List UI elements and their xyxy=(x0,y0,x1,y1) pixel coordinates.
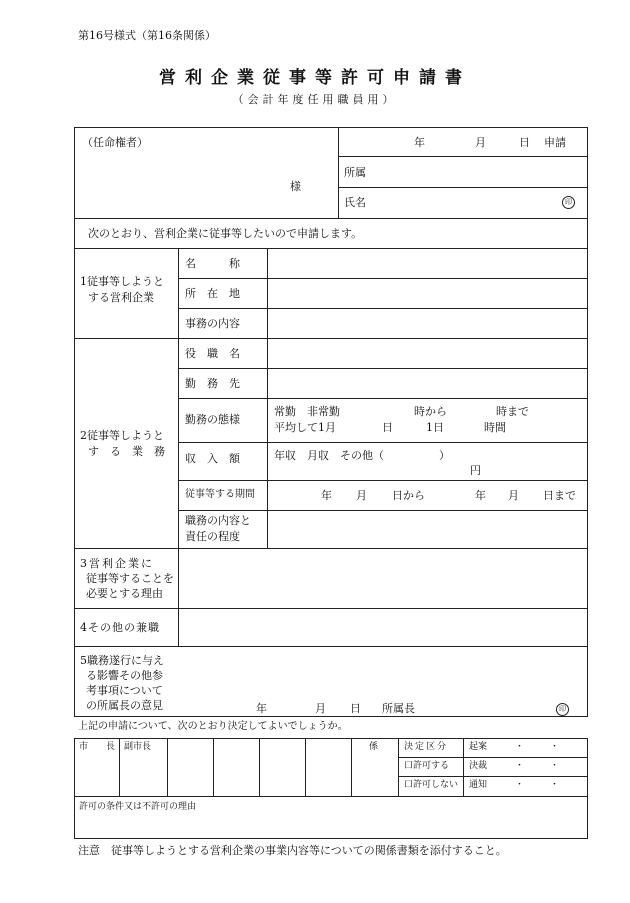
period-end-month: 月 xyxy=(508,489,519,502)
work-form-monthly: 平均して1月 xyxy=(274,421,336,434)
income-field[interactable] xyxy=(269,444,585,478)
section1-label-line2: する営利企業 xyxy=(88,291,154,304)
decision-prompt: 上記の申請について、次のとおり決定してよいでしょうか。 xyxy=(78,721,348,732)
company-name-field[interactable] xyxy=(269,250,585,276)
section5-label-line4: の所属長の意見 xyxy=(86,699,163,712)
section2-label-line1: 2従事等しようと xyxy=(80,429,164,442)
opinion-month: 月 xyxy=(315,702,326,715)
period-end-year: 年 xyxy=(475,489,486,502)
draft-dot2: ・ xyxy=(550,742,560,752)
work-form-perday: 1日 xyxy=(426,421,444,434)
work-form-hours: 時間 xyxy=(484,421,506,434)
position-label: 役 職 名 xyxy=(185,347,240,360)
income-label: 収 入 額 xyxy=(185,452,240,465)
other-job-label: 4その他の兼職 xyxy=(80,621,160,634)
mayor-label: 市 長 xyxy=(79,742,116,752)
workplace-field[interactable] xyxy=(269,370,585,396)
conditions-label: 許可の条件又は不許可の理由 xyxy=(79,802,197,812)
approval-label: 決裁 xyxy=(469,761,488,771)
name-field[interactable] xyxy=(370,189,556,217)
affiliation-label: 所属 xyxy=(344,166,366,179)
not-permit-option[interactable]: 口許可しない xyxy=(404,780,459,790)
period-start-month: 月 xyxy=(356,489,367,502)
mayor-stamp-box[interactable] xyxy=(76,756,118,795)
work-form-days: 日 xyxy=(382,421,393,434)
section3-label-line3: 必要とする理由 xyxy=(86,587,163,600)
period-label: 従事等する期間 xyxy=(185,489,255,500)
conditions-field[interactable] xyxy=(76,814,586,837)
business-content-label: 事務の内容 xyxy=(185,317,240,330)
approval-dot1: ・ xyxy=(515,761,525,771)
company-address-field[interactable] xyxy=(269,280,585,306)
draft-dot1: ・ xyxy=(515,742,525,752)
income-yen: 円 xyxy=(470,464,481,477)
section2-label-line2: す る 業 務 xyxy=(88,445,165,458)
other-job-field[interactable] xyxy=(180,610,585,644)
period-start-year: 年 xyxy=(321,489,332,502)
duty-label-line1: 職務の内容と xyxy=(185,514,251,527)
workplace-label: 勤 務 先 xyxy=(185,377,240,390)
notice-dot1: ・ xyxy=(515,780,525,790)
section1-label-line1: 1従事等しようと xyxy=(80,275,164,288)
duty-label-line2: 責任の程度 xyxy=(185,530,240,543)
duty-field[interactable] xyxy=(269,512,585,546)
section5-label-line2: る影響その他参 xyxy=(86,669,163,682)
notice-label: 通知 xyxy=(469,780,488,790)
form-subtitle: （会計年度任用職員用） xyxy=(232,93,398,106)
footer-note: 注意 従事等しようとする営利企業の事業内容等についての関係書類を添付すること。 xyxy=(78,844,507,857)
section3-label-line1: 3営利企業に xyxy=(80,557,154,570)
affiliation-field[interactable] xyxy=(370,158,584,186)
work-form-to: 時まで xyxy=(496,405,529,418)
date-month: 月 xyxy=(475,136,486,149)
section3-label-line2: 従事等することを xyxy=(86,572,174,585)
supervisor-seal-icon: 印 xyxy=(556,703,569,716)
supervisor-label: 所属長 xyxy=(382,702,415,715)
applicant-seal-icon: 印 xyxy=(562,196,575,209)
sama-label: 様 xyxy=(290,180,301,193)
company-name-label: 名 称 xyxy=(185,257,240,270)
vice-mayor-label: 副市長 xyxy=(124,742,152,752)
section5-label-line1: 5職務遂行に与え xyxy=(80,654,164,667)
opinion-day: 日 xyxy=(350,702,361,715)
statement-text: 次のとおり、営利企業に従事等したいので申請します。 xyxy=(88,227,363,240)
form-title: 営利企業従事等許可申請書 xyxy=(159,68,471,88)
period-to: 日まで xyxy=(543,489,576,502)
date-day: 日 xyxy=(519,136,530,149)
period-from: 日から xyxy=(392,489,425,502)
decision-category-label: 決定区分 xyxy=(404,742,449,752)
section5-label-line3: 考事項について xyxy=(86,684,163,697)
work-form-from: 時から xyxy=(414,405,447,418)
income-type: 年収 月収 その他（ ） xyxy=(274,449,450,462)
vice-mayor-stamp-box[interactable] xyxy=(121,756,166,795)
company-address-label: 所 在 地 xyxy=(185,287,240,300)
work-form-type: 常勤 非常勤 xyxy=(274,405,340,418)
appointer-label: （任命権者） xyxy=(82,136,148,149)
name-label: 氏名 xyxy=(344,196,366,209)
opinion-year: 年 xyxy=(256,702,267,715)
form-number: 第16号様式（第16条関係） xyxy=(78,29,216,42)
supervisor-opinion-field[interactable] xyxy=(180,648,585,698)
business-content-field[interactable] xyxy=(269,310,585,336)
approval-dot2: ・ xyxy=(550,761,560,771)
date-year: 年 xyxy=(414,136,425,149)
permit-option[interactable]: 口許可する xyxy=(404,761,450,771)
apply-label: 申請 xyxy=(544,136,566,149)
notice-dot2: ・ xyxy=(550,780,560,790)
draft-label: 起案 xyxy=(469,742,488,752)
position-field[interactable] xyxy=(269,340,585,366)
kakari-label: 係 xyxy=(369,742,379,752)
work-form-label: 勤務の態様 xyxy=(185,413,240,426)
reason-field[interactable] xyxy=(180,550,585,606)
